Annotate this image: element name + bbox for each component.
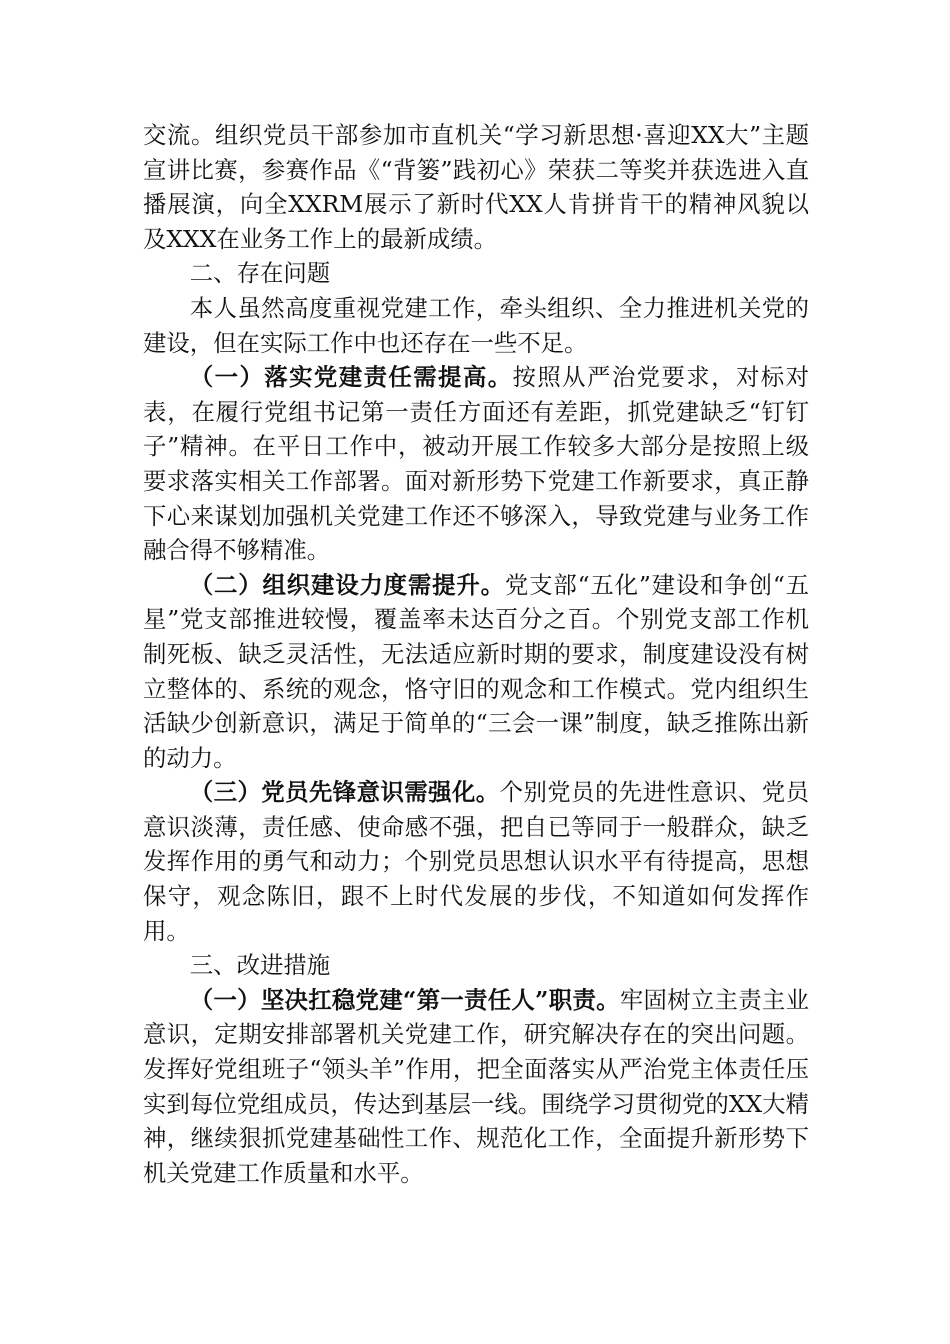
paragraph-issue-2 [143, 568, 809, 776]
section-heading-measures: 三、改进措施 [189, 951, 331, 980]
document-body [143, 118, 809, 1190]
paragraph-issue-1 [143, 360, 809, 568]
paragraph-issue-3 [143, 775, 809, 948]
issue-3-title: （三）党员先锋意识需强化。 [189, 778, 500, 807]
issue-1-title: （一）落实党建责任需提高。 [189, 363, 513, 392]
paragraph-issues-intro: 本人虽然高度重视党建工作，牵头组织、全力推进机关党的建设，但在实际工作中也还存在一些不足。 [143, 293, 809, 357]
measure-1-title: （一）坚决扛稳党建“第一责任人”职责。 [189, 985, 620, 1014]
issue-1-body: 按照从严治党要求，对标对表，在履行党组书记第一责任方面还有差距，抓党建缺乏“钉钉子”精神。在平日工作中，被动开展工作较多大部分是按照上级要求落实相关工作部署。面对新形势下党建工作新要求，真正静下心来谋划加强机关党建工作还不够深入，导致党建与业务工作融合得不够精准。 [143, 363, 810, 565]
issue-3-body: 个别党员的先进性意识、党员意识淡薄，责任感、使命感不强，把自已等同于一般群众，缺乏发挥作用的勇气和动力；个别党员思想认识水平有待提高，思想保守，观念陈旧，跟不上时代发展的步伐，不知道如何发挥作用。 [143, 778, 810, 945]
issue-2-title: （二）组织建设力度需提升。 [189, 570, 505, 599]
section-heading-issues: 二、存在问题 [189, 259, 331, 288]
measure-1-body: 牢固树立主责主业意识，定期安排部署机关党建工作，研究解决存在的突出问题。发挥好党组班子“领头羊”作用，把全面落实从严治党主体责任压实到每位党组成员，传达到基层一线。围绕学习贯彻党的XX大精神，继续狠抓党建基础性工作、规范化工作，全面提升新形势下机关党建工作质量和水平。 [143, 985, 809, 1187]
paragraph-measure-1 [143, 983, 809, 1191]
paragraph-intro-continued: 交流。组织党员干部参加市直机关“学习新思想·喜迎XX大”主题宣讲比赛，参赛作品《“背篓”践初心》荣获二等奖并获选进入直播展演，向全XXRM展示了新时代XX人肯拼肯干的精神风貌以及XXX在业务工作上的最新成绩。 [143, 121, 809, 253]
issue-2-body: 党支部“五化”建设和争创“五星”党支部推进较慢，覆盖率未达百分之百。个别党支部工作机制死板、缺乏灵活性，无法适应新时期的要求，制度建设没有树立整体的、系统的观念，恪守旧的观念和工作模式。党内组织生活缺少创新意识，满足于简单的“三会一课”制度，缺乏推陈出新的动力。 [143, 570, 810, 772]
